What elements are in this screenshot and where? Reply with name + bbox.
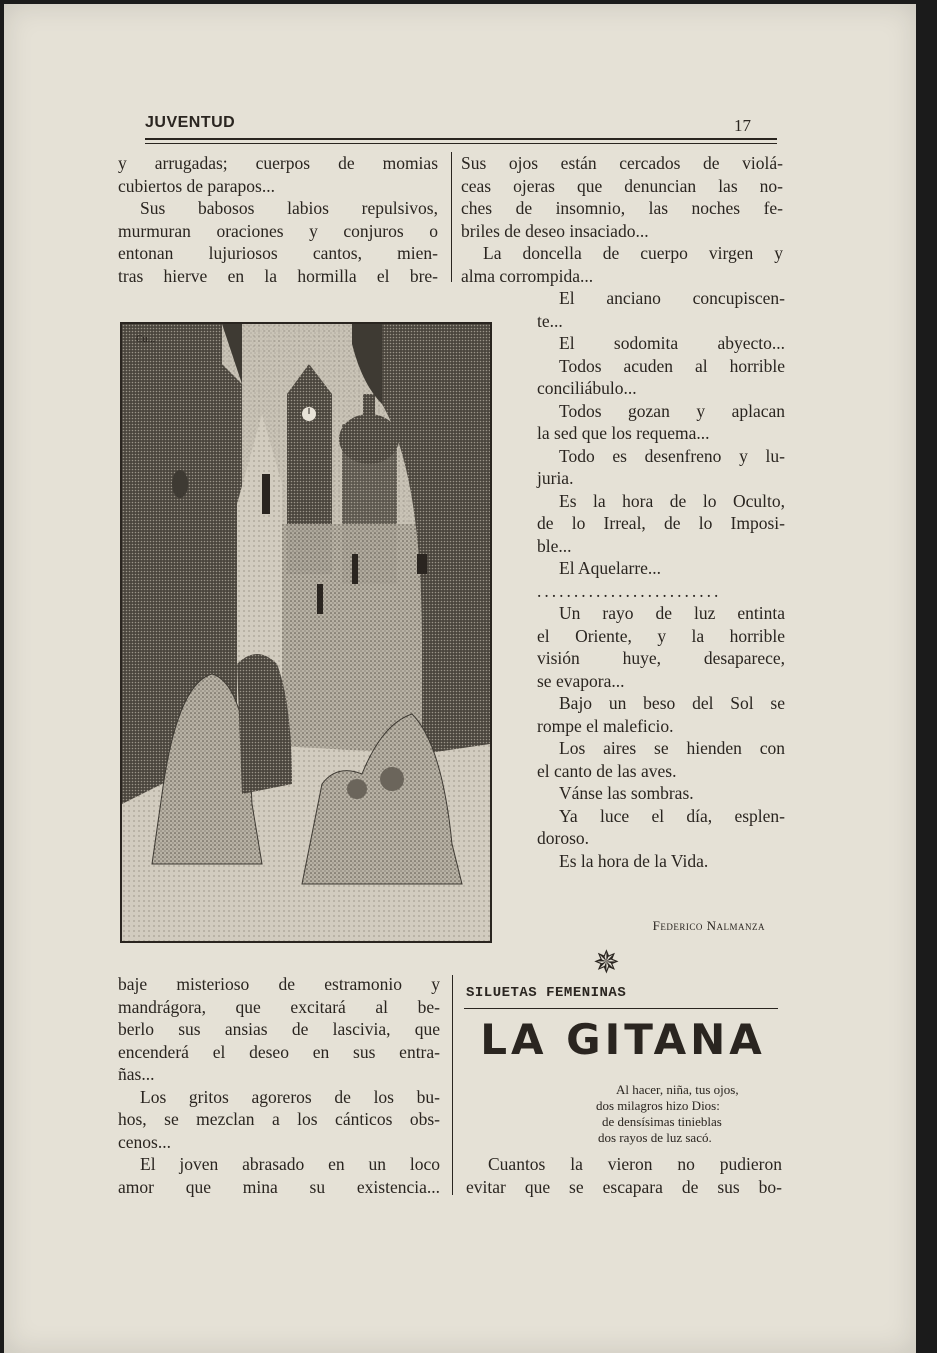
article-title: LA GITANA	[480, 1015, 766, 1064]
text-line: El sodomita abyecto...	[559, 333, 785, 353]
running-title: JUVENTUD	[145, 114, 236, 131]
text-line: Sus ojos están cercados de violá-	[461, 153, 783, 173]
text-line: cubiertos de parapos...	[118, 175, 275, 196]
text-line: Un rayo de luz entinta	[559, 603, 785, 623]
left-column-top	[118, 152, 438, 287]
text-line: Todo es desenfreno y lu-	[559, 445, 785, 466]
text-line: ceas ojeras que denuncian las no-	[461, 175, 783, 196]
epigraph-line: de densísimas tinieblas	[602, 1114, 722, 1129]
text-line: ñas...	[118, 1064, 155, 1084]
section-rule	[464, 1008, 778, 1009]
text-line: Todos gozan y aplacan	[559, 400, 785, 421]
right-column-bottom	[466, 1153, 782, 1198]
text-line: El Aquelarre...	[559, 558, 662, 578]
ornament-icon: ✵	[593, 944, 620, 980]
header-rule-thin	[145, 143, 777, 144]
text-line: doroso.	[537, 828, 590, 848]
text-line: Es la hora de lo Oculto,	[559, 490, 785, 511]
text-line: murmuran oraciones y conjuros o	[118, 220, 438, 241]
text-line: La doncella de cuerpo virgen y	[483, 243, 783, 263]
column-divider	[452, 975, 453, 1195]
text-line: alma corrompida...	[461, 265, 594, 286]
text-line: visión huye, desaparece,	[537, 648, 785, 668]
text-line: juria.	[537, 468, 574, 488]
author-signature: Federico Nalmanza	[652, 918, 765, 933]
text-line: cenos...	[118, 1131, 171, 1152]
aquelarre-illustration	[120, 322, 492, 943]
text-line: tras hierve en la hormilla el bre-	[118, 265, 438, 286]
text-line: mandrágora, que excitará al be-	[118, 996, 440, 1017]
owl	[172, 470, 188, 498]
text-line: Bajo un beso del Sol se	[559, 693, 785, 713]
text-line: El anciano concupiscen-	[559, 288, 785, 308]
text-line: Sus babosos labios repulsivos,	[140, 198, 438, 218]
text-line: briles de deseo insaciado...	[461, 220, 649, 241]
column-divider	[451, 152, 452, 282]
text-line: berlo sus ansias de lascivia, que	[118, 1019, 440, 1039]
street-lamp	[417, 554, 427, 574]
text-line: el canto de las aves.	[537, 760, 677, 781]
text-line: se evapora...	[537, 670, 625, 691]
text-line: de lo Irreal, de lo Imposi-	[537, 513, 785, 533]
header-rule	[145, 138, 777, 140]
text-line: te...	[537, 310, 563, 331]
text-line: Los aires se hienden con	[559, 738, 785, 758]
page-number: 17	[734, 116, 751, 135]
left-column-bottom	[118, 973, 440, 1198]
text-line: y arrugadas; cuerpos de momias	[118, 153, 438, 173]
text-line: baje misterioso de estramonio y	[118, 974, 440, 994]
text-line: hos, se mezclan a los cánticos obs-	[118, 1109, 440, 1129]
text-line: entonan lujuriosos cantos, mien-	[118, 243, 438, 263]
text-line: ble...	[537, 535, 572, 556]
text-line: amor que mina su existencia...	[118, 1176, 440, 1197]
text-line: encenderá el deseo en sus entra-	[118, 1041, 440, 1062]
section-label: SILUETAS FEMENINAS	[466, 985, 627, 1001]
artist-signature: Cu...	[136, 334, 156, 345]
text-line: Cuantos la vieron no pudieron	[488, 1154, 782, 1174]
text-line: ches de insomnio, las noches fe-	[461, 198, 783, 218]
text-line: evitar que se escapara de sus bo-	[466, 1176, 782, 1197]
text-line: el Oriente, y la horrible	[537, 625, 785, 646]
text-line: Los gritos agoreros de los bu-	[140, 1086, 440, 1107]
text-line: rompe el maleficio.	[537, 715, 674, 736]
text-line: Es la hora de la Vida.	[559, 850, 709, 871]
text-line: conciliábulo...	[537, 378, 637, 398]
text-line: Vánse las sombras.	[559, 783, 694, 803]
epigraph	[596, 1082, 776, 1146]
right-column-top	[461, 152, 783, 287]
text-line: la sed que los requema...	[537, 423, 710, 443]
right-column-middle	[537, 287, 785, 872]
epigraph-line: Al hacer, niña, tus ojos,	[616, 1082, 739, 1097]
epigraph-line: dos milagros hizo Dios:	[596, 1098, 720, 1113]
text-line: Ya luce el día, esplen-	[559, 805, 785, 826]
text-line: Todos acuden al horrible	[559, 355, 785, 376]
text-line: El joven abrasado en un loco	[140, 1154, 440, 1174]
epigraph-line: dos rayos de luz sacó.	[598, 1130, 712, 1145]
ellipsis-rule: .........................	[537, 580, 722, 601]
